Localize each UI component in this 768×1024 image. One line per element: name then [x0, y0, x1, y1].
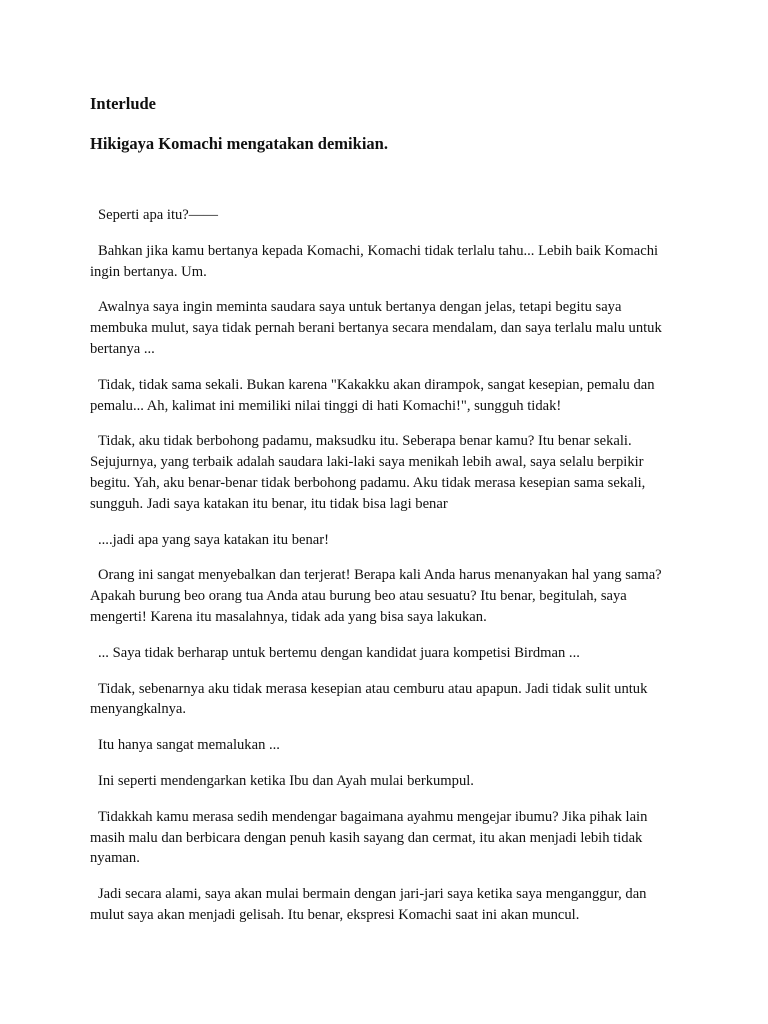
- paragraph: Bahkan jika kamu bertanya kepada Komachi, Komachi tidak terlalu tahu... Lebih baik Komachi ingin bertanya. Um.: [90, 242, 659, 280]
- document-page: [90, 93, 682, 941]
- paragraph: Tidak, aku tidak berbohong padamu, maksudku itu. Seberapa benar kamu? Itu benar sekali. Sejujurnya, yang terbaik adalah saudara laki-laki saya menikah lebih awal, saya selalu berpikir begitu. Yah, aku benar-benar tidak berbohong padamu. Aku tidak merasa kesepian sama sekali, sungguh. Jadi saya katakan itu benar, itu tidak bisa lagi benar: [90, 433, 646, 512]
- paragraph: Tidak, sebenarnya aku tidak merasa kesepian atau cemburu atau apapun. Jadi tidak sulit untuk menyangkalnya.: [90, 680, 648, 718]
- paragraph: Orang ini sangat menyebalkan dan terjerat! Berapa kali Anda harus menanyakan hal yang sama? Apakah burung beo orang tua Anda atau burung beo atau sesuatu? Itu benar, begitulah, saya mengerti! Karena itu masalahnya, tidak ada yang bisa saya lakukan.: [90, 567, 662, 625]
- chapter-subtitle: Hikigaya Komachi mengatakan demikian.: [90, 134, 388, 153]
- paragraph: Tidak, tidak sama sekali. Bukan karena "Kakakku akan dirampok, sangat kesepian, pemalu dan pemalu... Ah, kalimat ini memiliki nilai tinggi di hati Komachi!", sungguh tidak!: [90, 376, 655, 414]
- paragraph: Itu hanya sangat memalukan ...: [98, 737, 280, 754]
- paragraph: ... Saya tidak berharap untuk bertemu dengan kandidat juara kompetisi Birdman ...: [98, 644, 580, 661]
- paragraph: ....jadi apa yang saya katakan itu benar!: [98, 531, 329, 548]
- paragraph: Tidakkah kamu merasa sedih mendengar bagaimana ayahmu mengejar ibumu? Jika pihak lain masih malu dan berbicara dengan penuh kasih sayang dan cermat, itu akan menjadi lebih tidak nyaman.: [90, 808, 648, 867]
- paragraph: Seperti apa itu?——: [98, 207, 218, 223]
- paragraph: Awalnya saya ingin meminta saudara saya untuk bertanya dengan jelas, tetapi begitu saya membuka mulut, saya tidak pernah berani bertanya secara mendalam, dan saya terlalu malu untuk bertanya ...: [90, 299, 662, 357]
- paragraph: Jadi secara alami, saya akan mulai bermain dengan jari-jari saya ketika saya menganggur, dan mulut saya akan menjadi gelisah. Itu benar, ekspresi Komachi saat ini akan muncul.: [90, 886, 647, 923]
- paragraph: Ini seperti mendengarkan ketika Ibu dan Ayah mulai berkumpul.: [98, 772, 474, 789]
- chapter-title: Interlude: [90, 94, 156, 113]
